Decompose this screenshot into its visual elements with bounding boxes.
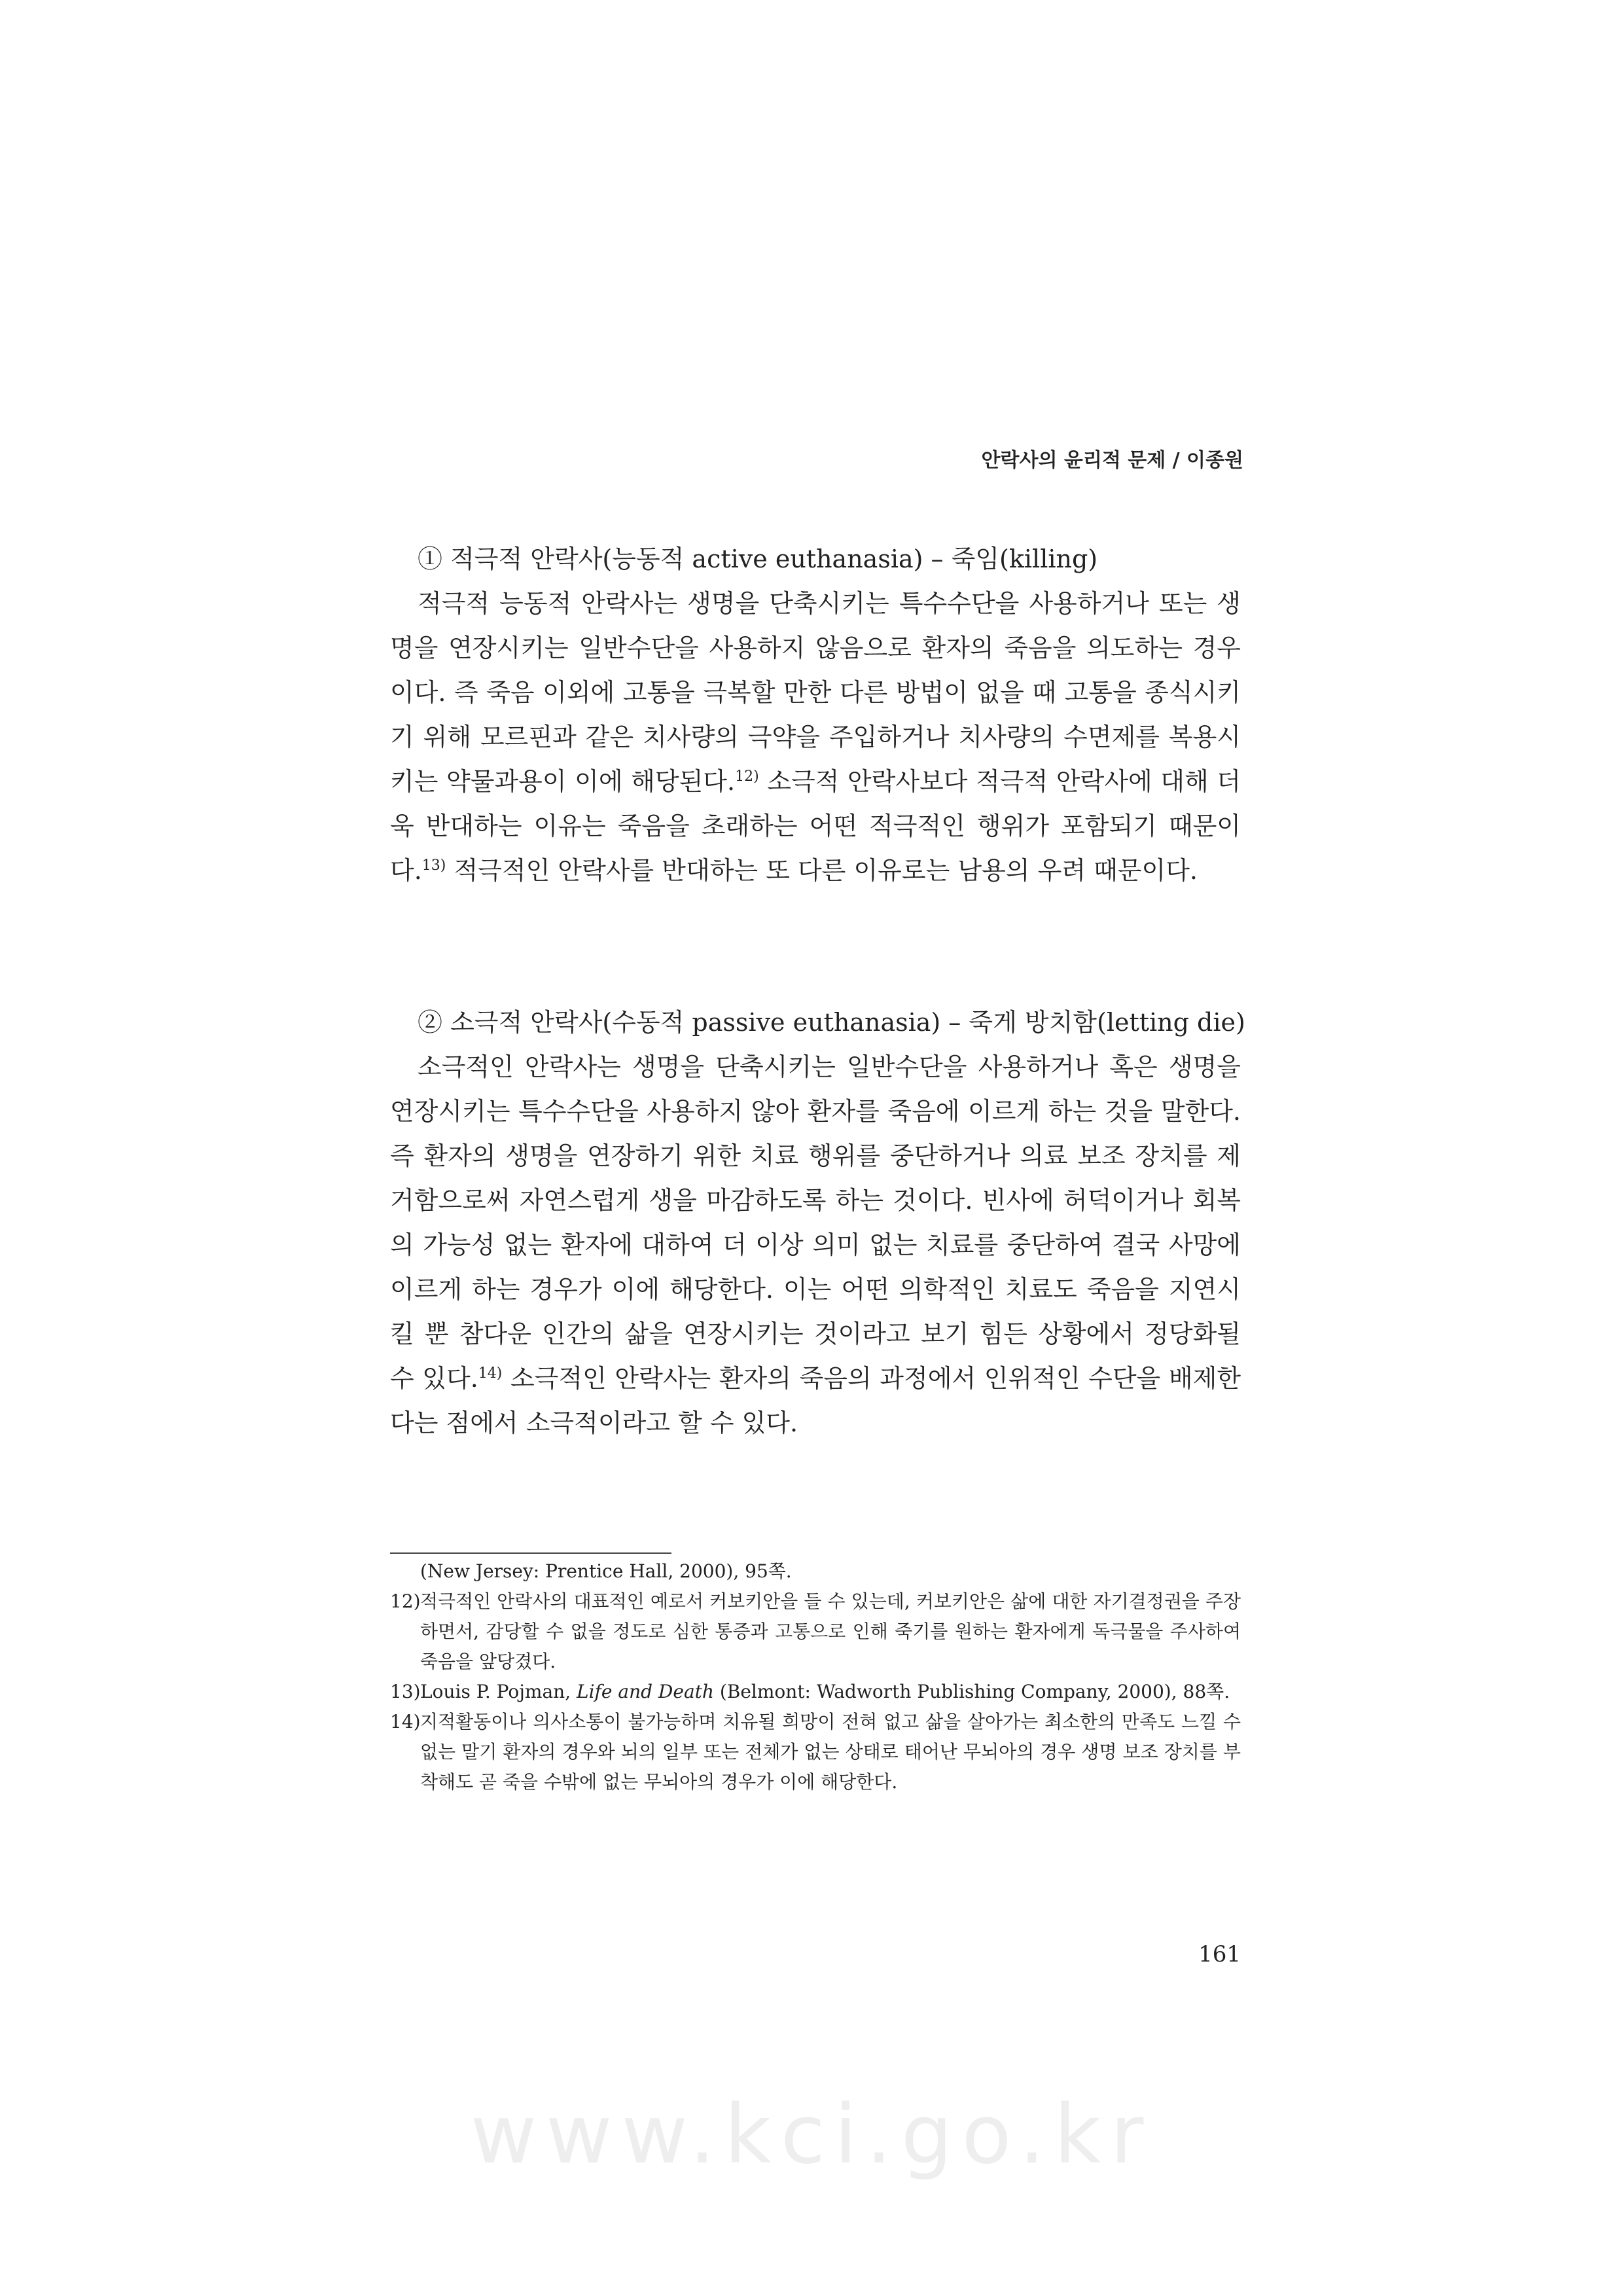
paragraph-active-euthanasia	[390, 581, 1241, 893]
footnote-12	[390, 1587, 1241, 1677]
footnote-divider	[390, 1552, 671, 1554]
paragraph-text: 소극적 안락사보다 적극적 안락사에 대해 더욱 반대하는 이유는 죽음을 초래하는 어떤 적극적인 행위가 포함되기 때문이다.	[390, 767, 1241, 885]
footnote-number: 14)	[390, 1711, 421, 1732]
footnote-14	[390, 1707, 1241, 1797]
section-title-passive-euthanasia: ② 소극적 안락사(수동적 passive euthanasia) – 죽게 방치함(letting die)	[418, 1008, 1245, 1037]
paragraph-passive-euthanasia	[390, 1045, 1241, 1445]
page-number: 161	[1198, 1941, 1241, 1967]
footnote-text: Louis P. Pojman,	[420, 1681, 577, 1702]
footnote-text: (Belmont: Wadworth Publishing Company, 2000), 88쪽.	[713, 1681, 1230, 1702]
footnote-ref-12[interactable]: 12)	[735, 768, 759, 785]
footnote-text: 지적활동이나 의사소통이 불가능하며 치유될 희망이 전혀 없고 삶을 살아가는 최소한의 만족도 느낄 수 없는 말기 환자의 경우와 뇌의 일부 또는 전체가 없는 상태로 태어난 무뇌아의 경우 생명 보조 장치를 부착해도 곧 죽을 수밖에 없는 무뇌아의 경우가 이에 해당한다.	[420, 1711, 1241, 1793]
paragraph-text: 소극적인 안락사는 생명을 단축시키는 일반수단을 사용하거나 혹은 생명을 연장시키는 특수수단을 사용하지 않아 환자를 죽음에 이르게 하는 것을 말한다. 즉 환자의 생명을 연장하기 위한 치료 행위를 중단하거나 의료 보조 장치를 제거함으로써 자연스럽게 생을 마감하도록 하는 것이다. 빈사에 허덕이거나 회복의 가능성 없는 환자에 대하여 더 이상 의미 없는 치료를 중단하여 결국 사망에 이르게 하는 경우가 이에 해당한다. 이는 어떤 의학적인 치료도 죽음을 지연시킬 뿐 참다운 인간의 삶을 연장시키는 것이라고 보기 힘든 상황에서 정당화될 수 있다.	[390, 1052, 1241, 1393]
footnote-ref-13[interactable]: 13)	[421, 857, 446, 874]
footnote-continuation: (New Jersey: Prentice Hall, 2000), 95쪽.	[420, 1560, 792, 1582]
paragraph-text: 적극적인 안락사를 반대하는 또 다른 이유로는 남용의 우려 때문이다.	[446, 856, 1198, 885]
paragraph-text: 소극적인 안락사는 환자의 죽음의 과정에서 인위적인 수단을 배제한다는 점에서 소극적이라고 할 수 있다.	[390, 1364, 1241, 1437]
watermark: www.kci.go.kr	[470, 2088, 1153, 2182]
footnote-number: 13)	[390, 1681, 421, 1702]
running-head: 안락사의 윤리적 문제 / 이종원	[981, 449, 1243, 472]
footnote-ref-14[interactable]: 14)	[478, 1365, 503, 1382]
footnote-text: 적극적인 안락사의 대표적인 예로서 커보키안을 들 수 있는데, 커보키안은 삶에 대한 자기결정권을 주장하면서, 감당할 수 없을 정도로 심한 통증과 고통으로 인해 죽기를 원하는 환자에게 독극물을 주사하여 죽음을 앞당겼다.	[420, 1590, 1241, 1672]
footnotes	[390, 1556, 1241, 1797]
paragraph-text: 적극적 능동적 안락사는 생명을 단축시키는 특수수단을 사용하거나 또는 생명을 연장시키는 일반수단을 사용하지 않음으로 환자의 죽음을 의도하는 경우이다. 즉 죽음 이외에 고통을 극복할 만한 다른 방법이 없을 때 고통을 종식시키기 위해 모르핀과 같은 치사량의 극약을 주입하거나 치사량의 수면제를 복용시키는 약물과용이 이에 해당된다.	[390, 589, 1241, 796]
section-title-active-euthanasia: ① 적극적 안락사(능동적 active euthanasia) – 죽임(killing)	[418, 545, 1098, 573]
footnote-book-title: Life and Death	[577, 1681, 714, 1702]
footnote-13	[390, 1677, 1241, 1707]
footnote-number: 12)	[390, 1590, 421, 1612]
